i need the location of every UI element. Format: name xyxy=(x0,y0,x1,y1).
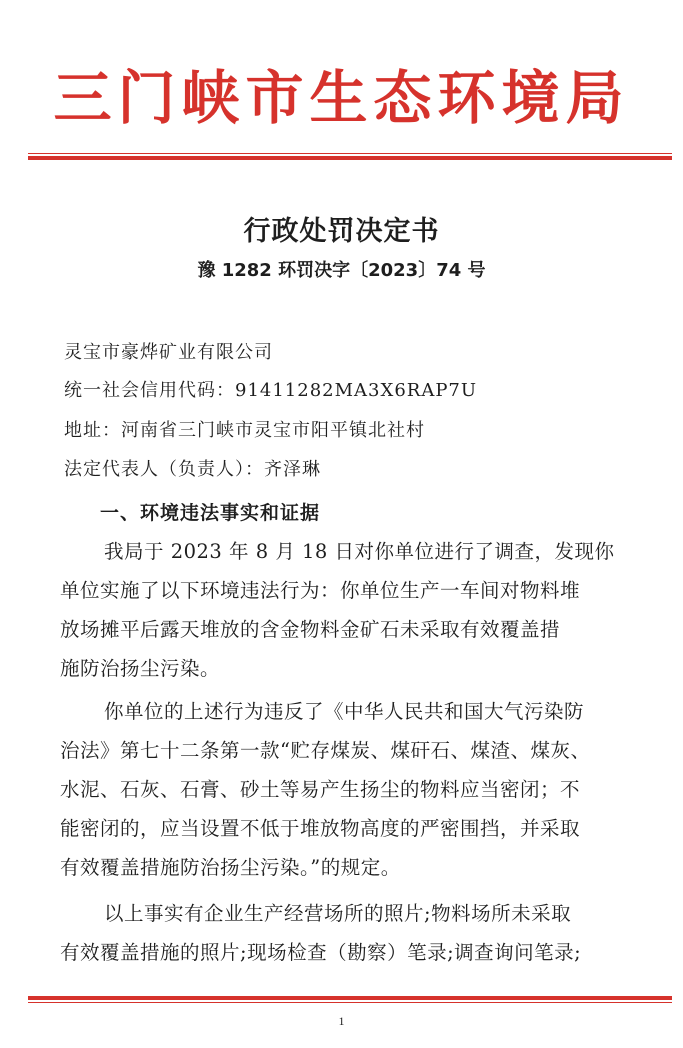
paragraph-line: 我局于 2023 年 8 月 18 日对你单位进行了调查，发现你 xyxy=(104,540,615,563)
page-number: 1 xyxy=(338,1014,345,1028)
paragraph-line: 水泥、石灰、石膏、砂土等易产生扬尘的物料应当密闭；不 xyxy=(60,778,581,801)
company-name: 灵宝市豪烨矿业有限公司 xyxy=(64,342,273,363)
paragraph-line: 能密闭的，应当设置不低于堆放物高度的严密围挡，并采取 xyxy=(60,817,581,840)
document-number: 豫 1282 环罚决字〔2023〕74 号 xyxy=(197,260,486,281)
legal-representative: 法定代表人（负责人）：齐泽琳 xyxy=(64,459,321,480)
paragraph-line: 你单位的上述行为违反了《中华人民共和国大气污染防 xyxy=(104,700,585,723)
paragraph-line: 有效覆盖措施的照片;现场检查（勘察）笔录;调查询问笔录; xyxy=(60,941,582,964)
paragraph-line: 放场摊平后露天堆放的含金物料金矿石未采取有效覆盖措 xyxy=(60,618,561,641)
paragraph-line: 单位实施了以下环境违法行为：你单位生产一车间对物料堆 xyxy=(60,579,581,602)
paragraph-line: 施防治扬尘污染。 xyxy=(60,657,221,680)
paragraph-line: 以上事实有企业生产经营场所的照片;物料场所未采取 xyxy=(104,902,572,925)
company-address: 地址：河南省三门峡市灵宝市阳平镇北社村 xyxy=(64,420,425,441)
letterhead-divider-top xyxy=(28,153,672,161)
agency-letterhead-title: 三门峡市生态环境局 xyxy=(53,64,630,132)
paragraph-line: 治法》第七十二条第一款“贮存煤炭、煤矸石、煤渣、煤灰、 xyxy=(60,739,591,762)
credit-code: 统一社会信用代码：91411282MA3X6RAP7U xyxy=(64,380,478,401)
letterhead-divider-bottom xyxy=(28,996,672,1006)
document-title: 行政处罚决定书 xyxy=(243,216,440,247)
section-heading-violation-facts: 一、环境违法事实和证据 xyxy=(100,502,321,524)
paragraph-line: 有效覆盖措施防治扬尘污染。”的规定。 xyxy=(60,856,401,879)
